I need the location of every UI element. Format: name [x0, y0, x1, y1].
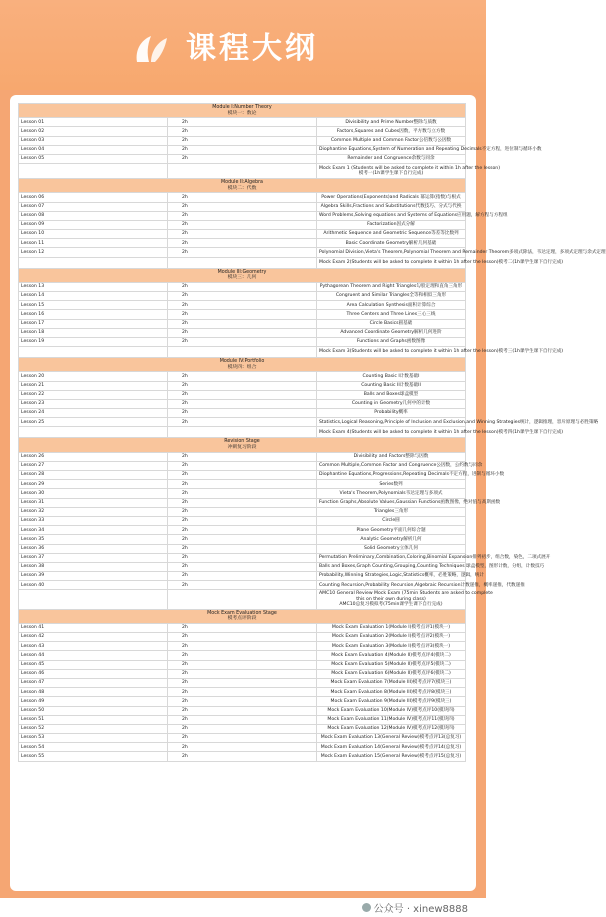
mock-exam-row: [19, 257, 466, 268]
lesson-duration: 2h: [168, 642, 317, 651]
lesson-topic: Diophantine Equations,System of Numeration and Repeating Decimals不定方程，进位制与循环小数: [317, 145, 466, 154]
lesson-duration: 2h: [168, 752, 317, 761]
lesson-number: Lesson 28: [19, 471, 168, 480]
module-subtitle: 模块四：组合: [227, 364, 257, 370]
empty-cell: [168, 590, 317, 609]
lesson-topic: Common Multiple,Common Factor and Congruence公因数，公约数与同余: [317, 461, 466, 470]
lesson-duration: 2h: [168, 581, 317, 590]
lesson-row: [19, 220, 466, 229]
lesson-row: [19, 118, 466, 127]
lesson-row: [19, 328, 466, 337]
module-subtitle: 模考点评阶段: [227, 616, 257, 622]
lesson-topic: Congruent and Similar Triangles全等和相似三角形: [317, 292, 466, 301]
empty-cell: [168, 257, 317, 268]
lesson-row: [19, 399, 466, 408]
lesson-row: [19, 127, 466, 136]
lesson-number: Lesson 07: [19, 202, 168, 211]
lesson-row: [19, 526, 466, 535]
lesson-topic: Divisibility and Factors整除与因数: [317, 452, 466, 461]
lesson-topic: Balls and Boxes球盒模型: [317, 390, 466, 399]
lesson-number: Lesson 46: [19, 669, 168, 678]
lesson-topic: Mock Exam Evaluation 15(General Review)模考点评15(总复习): [317, 752, 466, 761]
lesson-topic: Mock Exam Evaluation 13(General Review)模考点评13(总复习): [317, 734, 466, 743]
lesson-number: Lesson 06: [19, 193, 168, 202]
lesson-topic: Balls and Boxes,Graph Counting,Grouping,Counting Techniques 球盒模型，图形计数，分组，计数技巧: [317, 562, 466, 571]
lesson-topic: Mock Exam Evaluation 6(Module II)模考点评6(模块二): [317, 669, 466, 678]
module-header: [19, 438, 466, 452]
lesson-row: [19, 282, 466, 291]
lesson-topic: Mock Exam Evaluation 7(Module III)模考点评7(模块三): [317, 678, 466, 687]
lesson-topic: Mock Exam Evaluation 11(Module IV)模考点评11(模块四): [317, 715, 466, 724]
lesson-number: Lesson 44: [19, 651, 168, 660]
lesson-number: Lesson 33: [19, 516, 168, 525]
mock-exam-row: [19, 347, 466, 358]
lesson-topic: Probability,Winning Strategies,Logic,Statistics概率，必胜策略，逻辑，统计: [317, 572, 466, 581]
lesson-number: Lesson 14: [19, 292, 168, 301]
lesson-row: [19, 734, 466, 743]
lesson-topic: Diophantine Equations,Progressions,Repeating Decimals不定方程，进制与循环小数: [317, 471, 466, 480]
lesson-number: Lesson 05: [19, 154, 168, 163]
lesson-topic: Arithmetic Sequence and Geometric Sequence等差等比数列: [317, 230, 466, 239]
lesson-duration: 2h: [168, 328, 317, 337]
module-header: [19, 179, 466, 193]
wechat-icon: [362, 903, 371, 912]
lesson-row: [19, 480, 466, 489]
lesson-number: Lesson 45: [19, 660, 168, 669]
empty-cell: [19, 590, 168, 609]
module-header: [19, 609, 466, 623]
lesson-duration: 2h: [168, 127, 317, 136]
lesson-number: Lesson 11: [19, 239, 168, 248]
lesson-duration: 2h: [168, 418, 317, 427]
lesson-topic: Solid Geometry立体几何: [317, 544, 466, 553]
lesson-row: [19, 418, 466, 427]
lesson-row: [19, 507, 466, 516]
lesson-row: [19, 572, 466, 581]
module-header-row: [19, 358, 466, 372]
lesson-row: [19, 390, 466, 399]
empty-cell: [19, 257, 168, 268]
lesson-duration: 2h: [168, 230, 317, 239]
lesson-row: [19, 381, 466, 390]
lesson-duration: 2h: [168, 239, 317, 248]
module-subtitle: 模块一：数论: [227, 110, 257, 116]
module-subtitle: 模块三：几何: [227, 275, 257, 281]
lesson-row: [19, 154, 466, 163]
module-header-row: [19, 179, 466, 193]
lesson-number: Lesson 17: [19, 319, 168, 328]
lesson-duration: 2h: [168, 301, 317, 310]
lesson-row: [19, 409, 466, 418]
lesson-row: [19, 678, 466, 687]
leaf-logo-icon: [133, 32, 171, 66]
lesson-duration: 2h: [168, 220, 317, 229]
lesson-row: [19, 544, 466, 553]
empty-cell: [168, 427, 317, 438]
lesson-row: [19, 516, 466, 525]
lesson-number: Lesson 40: [19, 581, 168, 590]
lesson-topic: Counting Basic II计数基础II: [317, 381, 466, 390]
lesson-topic: Analytic Geometry解析几何: [317, 535, 466, 544]
mock-exam-row: [19, 590, 466, 609]
lesson-number: Lesson 43: [19, 642, 168, 651]
lesson-duration: 2h: [168, 390, 317, 399]
lesson-row: [19, 239, 466, 248]
module-header-row: [19, 609, 466, 623]
lesson-topic: Mock Exam Evaluation 9(Module III)模考点评9(模块三): [317, 697, 466, 706]
lesson-row: [19, 715, 466, 724]
lesson-number: Lesson 12: [19, 248, 168, 257]
lesson-row: [19, 642, 466, 651]
lesson-row: [19, 461, 466, 470]
lesson-number: Lesson 22: [19, 390, 168, 399]
lesson-duration: 2h: [168, 572, 317, 581]
lesson-topic: Function Graphs,Absolute Values,Gaussian Functions函数图像，绝对值与高斯函数: [317, 498, 466, 507]
lesson-row: [19, 660, 466, 669]
lesson-duration: 2h: [168, 734, 317, 743]
lesson-number: Lesson 04: [19, 145, 168, 154]
lesson-topic: Mock Exam Evaluation 10(Module IV)模考点评10(模块四): [317, 706, 466, 715]
lesson-topic: Triangles三角形: [317, 507, 466, 516]
lesson-row: [19, 292, 466, 301]
lesson-row: [19, 136, 466, 145]
lesson-number: Lesson 51: [19, 715, 168, 724]
lesson-number: Lesson 02: [19, 127, 168, 136]
lesson-duration: 2h: [168, 697, 317, 706]
lesson-row: [19, 202, 466, 211]
module-title: Module IV:Portfolio: [219, 359, 265, 365]
lesson-number: Lesson 37: [19, 553, 168, 562]
lesson-row: [19, 498, 466, 507]
lesson-duration: 2h: [168, 399, 317, 408]
lesson-duration: 2h: [168, 526, 317, 535]
lesson-row: [19, 452, 466, 461]
lesson-number: Lesson 38: [19, 562, 168, 571]
mock-exam-note: [317, 427, 564, 438]
lesson-duration: 2h: [168, 202, 317, 211]
lesson-topic: Mock Exam Evaluation 3(Module I)模考点评3(模块一): [317, 642, 466, 651]
lesson-number: Lesson 13: [19, 282, 168, 291]
mock-exam-line: Mock Exam 1 (Students will be asked to complete it within 1h after the lesson): [319, 165, 501, 171]
lesson-topic: Vieta's Theorem,Polynomials韦达定理与多项式: [317, 489, 466, 498]
lesson-row: [19, 193, 466, 202]
lesson-duration: 2h: [168, 319, 317, 328]
lesson-number: Lesson 18: [19, 328, 168, 337]
lesson-row: [19, 535, 466, 544]
lesson-topic: Mock Exam Evaluation 2(Module I)模考点评2(模块一): [317, 633, 466, 642]
mock-exam-note: [317, 590, 493, 609]
lesson-topic: Power Operations(Exponents)and Radicals 幂运算(指数)与根式: [317, 193, 466, 202]
lesson-topic: Counting Recursion,Probability Recursion,Algebraic Recursion计数递推，概率递推，代数递推: [317, 581, 466, 590]
lesson-duration: 2h: [168, 118, 317, 127]
mock-exam-row: [19, 164, 466, 179]
lesson-topic: Mock Exam Evaluation 1(Module I)模考点评1(模块一): [317, 623, 466, 632]
lesson-topic: Remainder and Congruence余数与同余: [317, 154, 466, 163]
lesson-duration: 2h: [168, 562, 317, 571]
lesson-duration: 2h: [168, 516, 317, 525]
lesson-topic: Basic Coordinate Geometry解析几何基础: [317, 239, 466, 248]
mock-exam-line: 模考一(1h课学生课下自行完成): [358, 171, 424, 177]
lesson-number: Lesson 20: [19, 372, 168, 381]
lesson-topic: Statistics,Logical Reasoning,Principle of Inclusion and Exclusion,and Winning Strategies统计，逻辑推理，容斥原理与必胜策略: [317, 418, 466, 427]
lesson-row: [19, 145, 466, 154]
mock-exam-line: AMC10总复习模拟考(75min课学生课下自行完成): [339, 602, 443, 608]
lesson-number: Lesson 15: [19, 301, 168, 310]
page-title: 课程大纲: [186, 31, 318, 66]
lesson-number: Lesson 08: [19, 211, 168, 220]
lesson-duration: 2h: [168, 193, 317, 202]
lesson-number: Lesson 52: [19, 724, 168, 733]
lesson-row: [19, 581, 466, 590]
lesson-duration: 2h: [168, 372, 317, 381]
lesson-duration: 2h: [168, 660, 317, 669]
lesson-row: [19, 301, 466, 310]
lesson-row: [19, 471, 466, 480]
lesson-topic: Plane Geometry平面几何综合题: [317, 526, 466, 535]
lesson-duration: 2h: [168, 669, 317, 678]
module-title: Mock Exam Evaluation Stage: [207, 610, 277, 616]
lesson-topic: Factorization因式分解: [317, 220, 466, 229]
lesson-topic: Divisibility and Prime Number整除与质数: [317, 118, 466, 127]
lesson-row: [19, 230, 466, 239]
syllabus-table: [18, 103, 606, 762]
module-title: Module II:Algebra: [221, 180, 263, 186]
lesson-row: [19, 706, 466, 715]
mock-exam-note: [317, 164, 501, 179]
lesson-duration: 2h: [168, 461, 317, 470]
lesson-number: Lesson 30: [19, 489, 168, 498]
module-header: [19, 358, 466, 372]
lesson-number: Lesson 27: [19, 461, 168, 470]
lesson-duration: 2h: [168, 310, 317, 319]
lesson-topic: Factors,Squares and Cubes因数，平方数与立方数: [317, 127, 466, 136]
lesson-topic: Word Problems,Solving equations and Systems of Equations应用题，解方程与方程组: [317, 211, 466, 220]
lesson-topic: Counting Basic I计数基础I: [317, 372, 466, 381]
lesson-duration: 2h: [168, 154, 317, 163]
lesson-duration: 2h: [168, 544, 317, 553]
lesson-topic: Circle Basics圆基础: [317, 319, 466, 328]
lesson-number: Lesson 03: [19, 136, 168, 145]
empty-cell: [19, 164, 168, 179]
lesson-topic: Circle圆: [317, 516, 466, 525]
module-header: [19, 104, 466, 118]
lesson-duration: 2h: [168, 248, 317, 257]
lesson-number: Lesson 39: [19, 572, 168, 581]
header-banner: [0, 0, 486, 90]
lesson-row: [19, 562, 466, 571]
lesson-number: Lesson 09: [19, 220, 168, 229]
lesson-row: [19, 489, 466, 498]
lesson-topic: Pythagorean Theorem and Right Triangles勾股定理和直角三角形: [317, 282, 466, 291]
lesson-row: [19, 688, 466, 697]
lesson-duration: 2h: [168, 211, 317, 220]
mock-exam-line: Mock Exam 4(Students will be asked to complete it within 1h after the lesson)模考四(1h课学生课下自行完成): [319, 429, 564, 435]
lesson-topic: Common Multiple and Common Factor公倍数与公因数: [317, 136, 466, 145]
lesson-number: Lesson 24: [19, 409, 168, 418]
lesson-number: Lesson 53: [19, 734, 168, 743]
lesson-row: [19, 697, 466, 706]
module-subtitle: 模块二：代数: [227, 185, 257, 191]
lesson-row: [19, 248, 466, 257]
lesson-number: Lesson 41: [19, 623, 168, 632]
lesson-topic: Counting in Geometry几何中的计数: [317, 399, 466, 408]
lesson-row: [19, 553, 466, 562]
lesson-duration: 2h: [168, 633, 317, 642]
module-title: Revision Stage: [224, 439, 260, 445]
lesson-row: [19, 752, 466, 761]
lesson-number: Lesson 55: [19, 752, 168, 761]
lesson-number: Lesson 47: [19, 678, 168, 687]
lesson-number: Lesson 36: [19, 544, 168, 553]
lesson-number: Lesson 49: [19, 697, 168, 706]
mock-exam-note: [317, 347, 564, 358]
lesson-row: [19, 211, 466, 220]
lesson-topic: Algebra Skills,Fractions and Substitutions代数技巧、分式与代换: [317, 202, 466, 211]
lesson-number: Lesson 35: [19, 535, 168, 544]
lesson-row: [19, 319, 466, 328]
lesson-row: [19, 372, 466, 381]
lesson-row: [19, 724, 466, 733]
lesson-row: [19, 651, 466, 660]
lesson-topic: Series数列: [317, 480, 466, 489]
lesson-number: Lesson 32: [19, 507, 168, 516]
module-header-row: [19, 438, 466, 452]
module-title: Module I:Number Theory: [212, 105, 272, 110]
lesson-duration: 2h: [168, 471, 317, 480]
lesson-duration: 2h: [168, 498, 317, 507]
lesson-topic: Three Centers and Three Lines三心三线: [317, 310, 466, 319]
lesson-duration: 2h: [168, 489, 317, 498]
lesson-duration: 2h: [168, 706, 317, 715]
lesson-number: Lesson 25: [19, 418, 168, 427]
lesson-duration: 2h: [168, 282, 317, 291]
lesson-topic: Advanced Coordinate Geometry解析几何进阶: [317, 328, 466, 337]
lesson-number: Lesson 29: [19, 480, 168, 489]
lesson-number: Lesson 54: [19, 743, 168, 752]
lesson-topic: Mock Exam Evaluation 12(Module IV)模考点评12(模块四): [317, 724, 466, 733]
module-header-row: [19, 104, 466, 118]
lesson-topic: Mock Exam Evaluation 14(General Review)模考点评14(总复习): [317, 743, 466, 752]
lesson-duration: 2h: [168, 145, 317, 154]
mock-exam-row: [19, 427, 466, 438]
lesson-topic: Probability概率: [317, 409, 466, 418]
module-header-row: [19, 268, 466, 282]
lesson-number: Lesson 31: [19, 498, 168, 507]
lesson-duration: 2h: [168, 743, 317, 752]
lesson-row: [19, 669, 466, 678]
lesson-number: Lesson 16: [19, 310, 168, 319]
lesson-row: [19, 623, 466, 632]
lesson-number: Lesson 48: [19, 688, 168, 697]
lesson-row: [19, 743, 466, 752]
lesson-duration: 2h: [168, 337, 317, 346]
lesson-number: Lesson 10: [19, 230, 168, 239]
mock-exam-line: Mock Exam 2(Students will be asked to complete it within 1h after the lesson)模考二(1h课学生课下自行完成): [319, 259, 564, 265]
lesson-topic: Polynomial Division,Vieta's Theorem,Polynomial Theorem and Remainder Theorem多项式除法，韦达定理，多项式定理与余式定理: [317, 248, 466, 257]
lesson-row: [19, 337, 466, 346]
lesson-duration: 2h: [168, 688, 317, 697]
lesson-duration: 2h: [168, 535, 317, 544]
module-header: [19, 268, 466, 282]
module-subtitle: 冲刺复习阶段: [227, 445, 257, 451]
lesson-duration: 2h: [168, 381, 317, 390]
lesson-number: Lesson 19: [19, 337, 168, 346]
lesson-topic: Mock Exam Evaluation 4(Module II)模考点评4(模块二): [317, 651, 466, 660]
lesson-number: Lesson 23: [19, 399, 168, 408]
watermark-bar: [0, 898, 486, 917]
lesson-topic: Functions and Graphs函数图像: [317, 337, 466, 346]
lesson-duration: 2h: [168, 292, 317, 301]
lesson-number: Lesson 21: [19, 381, 168, 390]
lesson-row: [19, 310, 466, 319]
lesson-duration: 2h: [168, 651, 317, 660]
lesson-duration: 2h: [168, 715, 317, 724]
lesson-number: Lesson 34: [19, 526, 168, 535]
lesson-duration: 2h: [168, 507, 317, 516]
lesson-duration: 2h: [168, 136, 317, 145]
lesson-topic: Area Calculation Synthesis面积计算综合: [317, 301, 466, 310]
empty-cell: [19, 347, 168, 358]
lesson-row: [19, 633, 466, 642]
lesson-duration: 2h: [168, 724, 317, 733]
lesson-duration: 2h: [168, 452, 317, 461]
lesson-topic: Permutation Preliminary,Combination,Coloring,Binomial Expansion排列初步，组合数，染色，二项式展开: [317, 553, 466, 562]
watermark-text: 公众号 · xinew8888: [373, 904, 468, 915]
lesson-number: Lesson 42: [19, 633, 168, 642]
empty-cell: [19, 427, 168, 438]
lesson-duration: 2h: [168, 623, 317, 632]
lesson-duration: 2h: [168, 409, 317, 418]
lesson-number: Lesson 50: [19, 706, 168, 715]
mock-exam-line: Mock Exam 3(Students will be asked to complete it within 1h after the lesson)模考三(1h课学生课下自行完成): [319, 349, 564, 355]
lesson-topic: Mock Exam Evaluation 5(Module II)模考点评5(模块二): [317, 660, 466, 669]
empty-cell: [168, 347, 317, 358]
lesson-duration: 2h: [168, 480, 317, 489]
mock-exam-line: AMC10 General Review Mock Exam (75min Students are asked to complete: [319, 591, 493, 597]
module-title: Module III:Geometry: [217, 269, 267, 275]
mock-exam-note: [317, 257, 564, 268]
lesson-duration: 2h: [168, 678, 317, 687]
empty-cell: [168, 164, 317, 179]
mock-exam-line: this on their own during class): [356, 596, 426, 602]
lesson-duration: 2h: [168, 553, 317, 562]
lesson-number: Lesson 01: [19, 118, 168, 127]
lesson-number: Lesson 26: [19, 452, 168, 461]
lesson-topic: Mock Exam Evaluation 8(Module III)模考点评8(模块三): [317, 688, 466, 697]
